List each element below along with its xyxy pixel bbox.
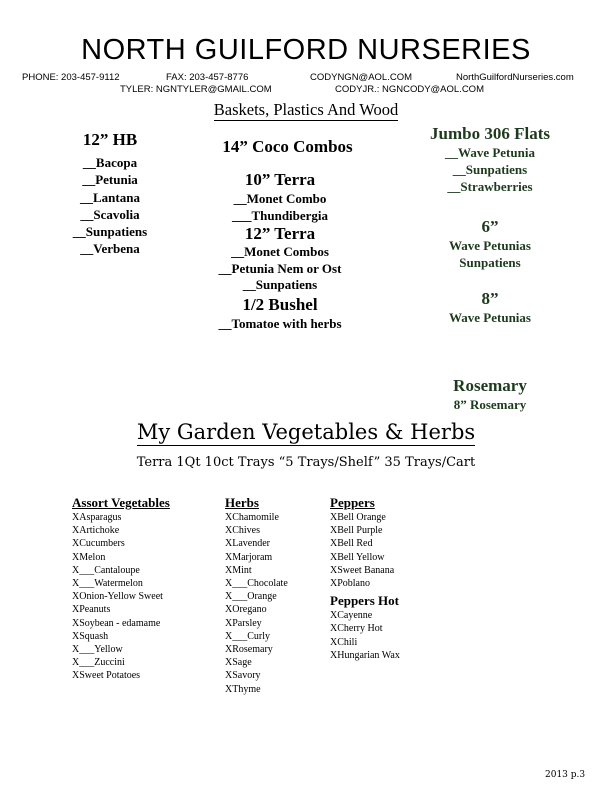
list-item: XChamomile bbox=[225, 512, 279, 523]
list-item: XBell Red bbox=[330, 538, 373, 550]
peppers-hot-heading: Peppers Hot bbox=[330, 593, 399, 609]
terra12-heading: 12” Terra bbox=[244, 224, 316, 243]
phone-number: PHONE: 203-457-9112 bbox=[22, 72, 120, 83]
list-item: XArtichoke bbox=[72, 525, 120, 537]
list-item: X___Yellow bbox=[72, 644, 123, 656]
assort-vegetables-list bbox=[72, 511, 170, 683]
page-number: 2013 p.3 bbox=[545, 770, 586, 780]
list-item: __Tomatoe with herbs bbox=[218, 316, 342, 331]
list-item: XMint bbox=[225, 564, 252, 576]
list-item: __Lantana bbox=[80, 189, 140, 205]
list-item: X___Curly bbox=[225, 630, 270, 642]
coco-heading: 14” Coco Combos bbox=[222, 137, 353, 156]
herbs-section bbox=[225, 495, 288, 696]
list-item: __Verbena bbox=[80, 241, 140, 257]
list-item: XAsparagus bbox=[72, 512, 122, 523]
list-item: XRosemary bbox=[225, 644, 273, 656]
fax-number: FAX: 203-457-8776 bbox=[166, 72, 249, 83]
list-item: XSoybean - edamame bbox=[72, 617, 161, 629]
list-item: __Petunia Nem or Ost bbox=[218, 260, 342, 276]
list-item: XParsley bbox=[225, 617, 262, 629]
page-title: NORTH GUILFORD NURSERIES bbox=[81, 34, 531, 66]
list-item: __Monet Combos bbox=[231, 244, 329, 259]
list-item: XThyme bbox=[225, 683, 261, 695]
email-codyjr: CODYJR.: NGNCODY@AOL.COM bbox=[335, 84, 484, 95]
list-item: ___Thundibergia bbox=[231, 208, 329, 223]
eight-inch-heading: 8” bbox=[481, 289, 499, 308]
list-item: XCayenne bbox=[330, 610, 373, 622]
list-item: Sunpatiens bbox=[459, 255, 521, 270]
list-item: XBell Purple bbox=[330, 525, 383, 537]
list-item: XBell Orange bbox=[330, 512, 386, 523]
assort-vegetables-section bbox=[72, 495, 170, 683]
list-item: XLavender bbox=[225, 538, 270, 550]
email-tyler: TYLER: NGNTYLER@GMAIL.COM bbox=[120, 84, 272, 95]
peppers-section bbox=[330, 495, 400, 662]
six-inch-heading: 6” bbox=[481, 217, 499, 236]
vegetables-title: My Garden Vegetables & Herbs bbox=[136, 420, 476, 444]
list-item: XPoblano bbox=[330, 578, 370, 590]
list-item: __Sunpatiens bbox=[242, 277, 318, 292]
rosemary-section bbox=[410, 376, 570, 414]
bushel-heading: 1/2 Bushel bbox=[242, 295, 318, 314]
list-item: __Scavolia bbox=[80, 206, 140, 222]
list-item: XSage bbox=[225, 657, 252, 669]
list-item: XPeanuts bbox=[72, 604, 111, 616]
list-item: __Petunia bbox=[82, 172, 138, 188]
bushel-section bbox=[200, 295, 360, 332]
list-item: XSweet Banana bbox=[330, 564, 395, 576]
list-item: XMelon bbox=[72, 551, 106, 563]
list-item: __Monet Combo bbox=[233, 191, 327, 206]
hb-section bbox=[60, 130, 160, 258]
jumbo-section bbox=[410, 124, 570, 195]
list-item: X___Zuccini bbox=[72, 657, 125, 669]
list-item: __Bacopa bbox=[82, 155, 138, 170]
herbs-heading: Herbs bbox=[225, 495, 259, 510]
list-item: __Strawberries bbox=[447, 179, 533, 194]
list-item: XCherry Hot bbox=[330, 623, 383, 635]
list-item: XChives bbox=[225, 525, 260, 537]
list-item: X___Orange bbox=[225, 591, 277, 603]
website-link: NorthGuilfordNurseries.com bbox=[456, 72, 574, 83]
list-item: XHungarian Wax bbox=[330, 649, 400, 661]
list-item: XMarjoram bbox=[225, 551, 273, 563]
terra12-section bbox=[200, 224, 360, 294]
list-item: __Sunpatiens bbox=[72, 224, 148, 240]
list-item: XSquash bbox=[72, 630, 109, 642]
list-item: X___Cantaloupe bbox=[72, 564, 140, 576]
hb-heading: 12” HB bbox=[82, 130, 138, 149]
list-item: X___Watermelon bbox=[72, 578, 143, 590]
peppers-heading: Peppers bbox=[330, 495, 375, 510]
list-item: __Sunpatiens bbox=[452, 162, 528, 177]
list-item: Wave Petunias bbox=[449, 310, 531, 325]
vegetables-subtitle: Terra 1Qt 10ct Trays “5 Trays/Shelf” 35 Trays/Cart bbox=[136, 455, 476, 470]
assort-vegetables-heading: Assort Vegetables bbox=[72, 495, 170, 510]
list-item: Wave Petunias bbox=[449, 238, 531, 253]
list-item: XBell Yellow bbox=[330, 551, 385, 563]
list-item: XCucumbers bbox=[72, 538, 125, 550]
list-item: 8” Rosemary bbox=[453, 397, 527, 412]
jumbo-heading: Jumbo 306 Flats bbox=[430, 124, 550, 143]
list-item: XOnion-Yellow Sweet bbox=[72, 591, 163, 603]
peppers-hot-list bbox=[330, 609, 400, 662]
herbs-list bbox=[225, 511, 288, 696]
baskets-subtitle: Baskets, Plastics And Wood bbox=[213, 100, 399, 119]
six-inch-section bbox=[410, 217, 570, 271]
terra10-heading: 10” Terra bbox=[244, 170, 316, 189]
terra10-section bbox=[200, 170, 360, 224]
peppers-list bbox=[330, 511, 400, 590]
list-item: XOregano bbox=[225, 604, 267, 616]
list-item: X___Chocolate bbox=[225, 578, 288, 590]
list-item: XSavory bbox=[225, 670, 261, 682]
list-item: XChili bbox=[330, 636, 358, 648]
list-item: XSweet Potatoes bbox=[72, 670, 141, 682]
email-cody: CODYNGN@AOL.COM bbox=[310, 72, 413, 83]
list-item: __Wave Petunia bbox=[445, 145, 535, 160]
hb-list bbox=[60, 154, 160, 258]
rosemary-heading: Rosemary bbox=[453, 376, 527, 395]
eight-inch-section bbox=[410, 289, 570, 326]
